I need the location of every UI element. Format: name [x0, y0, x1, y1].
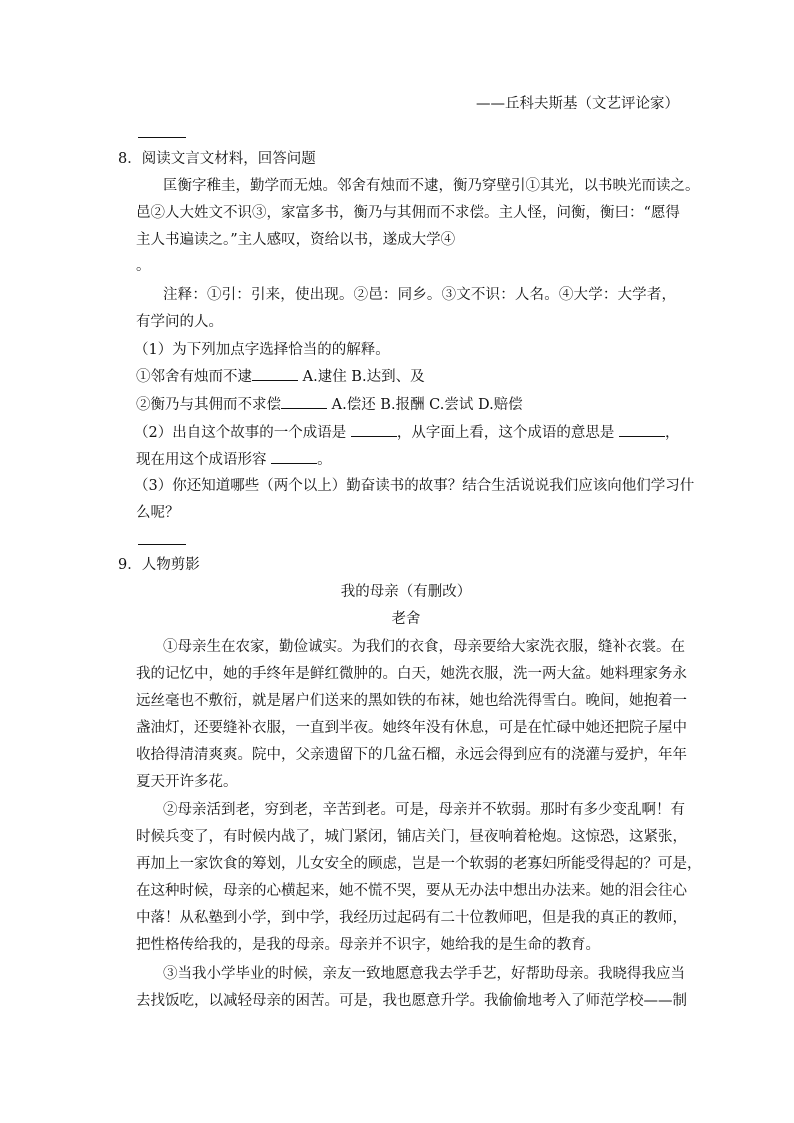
- answer-blank[interactable]: [252, 366, 298, 381]
- article-paragraph-line: 收拾得清清爽爽。院中，父亲遗留下的几盆石榴，永远会得到应有的浇灌与爱护，年年: [136, 747, 687, 763]
- question-8-title: 8．阅读文言文材料，回答问题: [118, 151, 316, 167]
- article-paragraph-line: ③当我小学毕业的时候，亲友一致地愿意我去学手艺，好帮助母亲。我晓得我应当: [163, 966, 685, 982]
- sub-question-text: 。: [317, 452, 332, 468]
- sub-question-1-item-1: [136, 366, 425, 387]
- answer-blank[interactable]: [619, 422, 665, 437]
- article-paragraph-line: ①母亲生在农家，勤俭诚实。为我们的衣食，母亲要给大家洗衣服，缝补衣裳。在: [163, 639, 685, 655]
- article-paragraph-line: 再加上一家饮食的筹划，儿女安全的顾虑，岂是一个软弱的老寡妇所能受得起的？可是，: [136, 856, 702, 872]
- article-paragraph-line: 去找饭吃，以减轻母亲的困苦。可是，我也愿意升学。我偷偷地考入了师范学校——制: [136, 993, 687, 1009]
- article-paragraph-line: ②母亲活到老，穷到老，辛苦到老。可是，母亲并不软弱。那时有多少变乱啊！有: [163, 802, 685, 818]
- answer-blank: [138, 137, 186, 138]
- article-paragraph-line: 我的记忆中，她的手终年是鲜红微肿的。白天，她洗衣服，洗一两大盆。她料理家务永: [136, 666, 687, 682]
- sub-question-text: ，: [664, 425, 680, 441]
- passage-line: 。: [136, 258, 151, 274]
- item-text: ①邻舍有烛而不逮: [136, 369, 252, 385]
- answer-blank[interactable]: [271, 449, 317, 464]
- article-paragraph-line: 盏油灯，还要缝补衣服，一直到半夜。她终年没有休息，可是在忙碌中她还把院子屋中: [136, 720, 687, 736]
- article-paragraph-line: 夏天开许多花。: [136, 774, 238, 790]
- article-paragraph-line: 远丝毫也不敷衍，就是屠户们送来的黑如铁的布袜，她也给洗得雪白。晚间，她抱着一: [136, 693, 687, 709]
- sub-question-1: （1）为下列加点字选择恰当的的解释。: [134, 342, 390, 358]
- article-author: 老舍: [391, 611, 421, 627]
- notes-line: 注释：①引：引来，使出现。②邑：同乡。③文不识：人名。④大学：大学者，: [163, 287, 676, 303]
- question-9-title: 9．人物剪影: [118, 557, 200, 573]
- sub-question-text: 现在用这个成语形容: [136, 452, 272, 468]
- sub-question-text: （2）出自这个故事的一个成语是: [134, 425, 351, 441]
- sub-question-3: （3）你还知道哪些（两个以上）勤奋读书的故事？结合生活说说我们应该向他们学习什: [134, 478, 695, 494]
- article-paragraph-line: 在这种时候，母亲的心横起来，她不慌不哭，要从无办法中想出办法来。她的泪会往心: [136, 883, 687, 899]
- article-paragraph-line: 时候兵变了，有时候内战了，城门紧闭，铺店关门，昼夜响着枪炮。这惊恐，这紧张，: [136, 829, 687, 845]
- sub-question-2-continued: [136, 449, 332, 470]
- sub-question-3: 么呢？: [136, 505, 180, 521]
- sub-question-1-item-2: [136, 394, 523, 415]
- item-options: A.逮住 B.达到、及: [298, 369, 425, 385]
- notes-line: 有学问的人。: [136, 314, 223, 330]
- article-title: 我的母亲（有删改）: [340, 584, 472, 600]
- item-text: ②衡乃与其佣而不求偿: [136, 397, 281, 413]
- article-paragraph-line: 把性格传给我的，是我的母亲。母亲并不识字，她给我的是生命的教育。: [136, 937, 600, 953]
- quote-attribution: ——丘科夫斯基（文艺评论家）: [476, 96, 679, 112]
- answer-blank: [138, 544, 186, 545]
- passage-line: 邑②人大姓文不识③，家富多书，衡乃与其佣而不求偿。主人怪，问衡，衡曰：“愿得: [136, 205, 680, 221]
- sub-question-2: [134, 422, 679, 443]
- answer-blank[interactable]: [351, 422, 397, 437]
- item-options: A.偿还 B.报酬 C.尝试 D.赔偿: [327, 397, 523, 413]
- answer-blank[interactable]: [281, 394, 327, 409]
- sub-question-text: ，从字面上看，这个成语的意思是: [396, 425, 619, 441]
- passage-line: 主人书遍读之。”主人感叹，资给以书，遂成大学④: [136, 232, 456, 248]
- passage-line: 匡衡字稚圭，勤学而无烛。邻舍有烛而不逮，衡乃穿壁引①其光，以书映光而读之。: [163, 178, 700, 194]
- article-paragraph-line: 中落！从私塾到小学，到中学，我经历过起码有二十位教师吧，但是我的真正的教师，: [136, 910, 687, 926]
